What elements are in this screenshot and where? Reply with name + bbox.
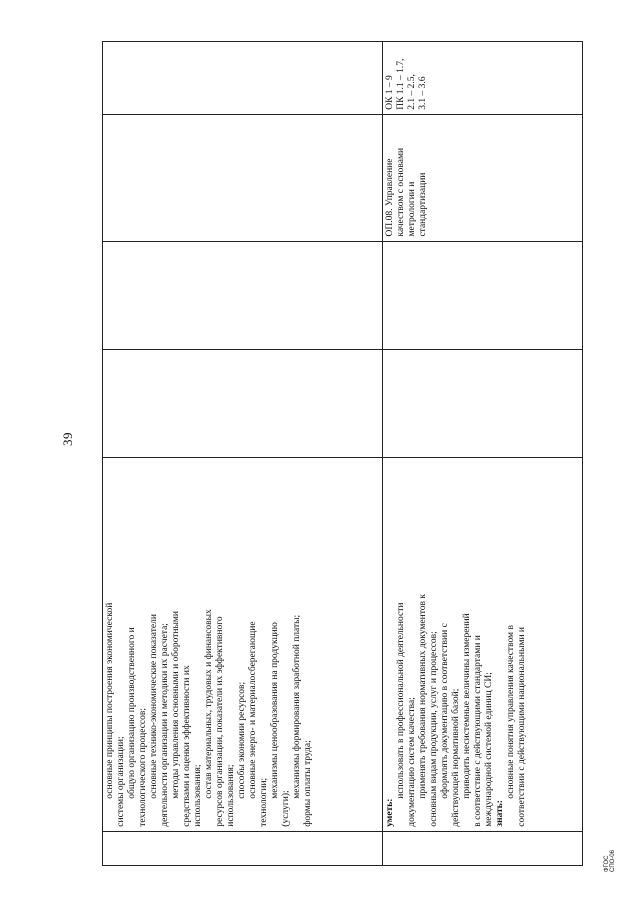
competencies-cell <box>383 42 583 115</box>
skill-line: способы экономии ресурсов; <box>237 681 247 799</box>
skill-line: оформлять документацию в соответствии с <box>440 623 450 799</box>
skill-line: ресурсов организации, показатели их эффективного <box>215 616 225 827</box>
skills-list <box>385 462 528 827</box>
skill-line: использовать в профессиональной деятельности <box>396 602 406 799</box>
table-row <box>103 42 383 866</box>
skills-cell <box>383 457 583 831</box>
skill-line: применять требования нормативных документов к <box>418 594 428 799</box>
hours-cell <box>103 349 383 457</box>
hours-cell <box>383 349 583 457</box>
index-cell <box>383 831 583 865</box>
hours-required-cell <box>103 241 383 349</box>
skill-line: основные принципы построения экономической <box>105 602 115 799</box>
skill-line: основные понятия управления качеством в <box>506 625 516 799</box>
skill-line: формы оплаты труда; <box>303 740 313 827</box>
skill-line: международной системой единиц СИ; <box>484 672 494 827</box>
skill-line: общую организацию производственного и <box>127 627 137 799</box>
skill-line: (услуги); <box>281 790 291 827</box>
skill-line: документацию систем качества; <box>407 697 417 827</box>
skill-line: деятельности организации и методики их расчета; <box>160 623 170 827</box>
skill-line: методы управления основными и оборотными <box>171 611 181 799</box>
competency-table <box>102 41 583 866</box>
skill-line: системы организации; <box>116 736 126 827</box>
skill-line: основные энерго- и материалосберегающие <box>248 621 258 799</box>
skill-line: в соответствие с действующими стандартами и <box>473 635 483 827</box>
hours-required-cell <box>383 241 583 349</box>
competencies-text: ОК 1 – 9 ПК 1.1 – 1.7, 2.1 – 2.5, 3.1 – 3.6 <box>385 58 428 110</box>
footer-code: ФГОС СПО-06 <box>604 850 616 872</box>
discipline-text: ОП.08. Управление качеством с основами метрологии и стандартизации <box>385 147 428 237</box>
skill-line: приводить несистемные величины измерений <box>462 613 472 799</box>
skill-line: механизмы формирования заработной платы; <box>292 614 302 799</box>
skill-line: состав материальных, трудовых и финансовых <box>204 609 214 799</box>
skill-line: уметь: <box>385 798 395 827</box>
skill-line: знать: <box>495 800 505 827</box>
discipline-cell <box>103 114 383 241</box>
skill-line: соответствии с действующими национальными и <box>517 626 527 827</box>
skills-list <box>105 462 314 827</box>
skills-cell <box>103 457 383 831</box>
discipline-cell <box>383 114 583 241</box>
skill-line: технологического процессов; <box>138 708 148 827</box>
competencies-cell <box>103 42 383 115</box>
skill-line: основным видам продукции, услуг и процессов; <box>429 631 439 827</box>
skill-line: использования; <box>193 764 203 827</box>
table-row <box>383 42 583 866</box>
skill-line: использования; <box>226 764 236 827</box>
index-cell <box>103 831 383 865</box>
skill-line: средствами и оценки эффективности их <box>182 665 192 827</box>
skill-line: основные технико-экономические показатели <box>149 614 159 799</box>
skill-line: механизмы ценообразования на продукцию <box>270 622 280 799</box>
skill-line: технологии; <box>259 777 269 827</box>
page-number: 39 <box>60 432 75 446</box>
skill-line: действующей нормативной базой; <box>451 688 461 827</box>
